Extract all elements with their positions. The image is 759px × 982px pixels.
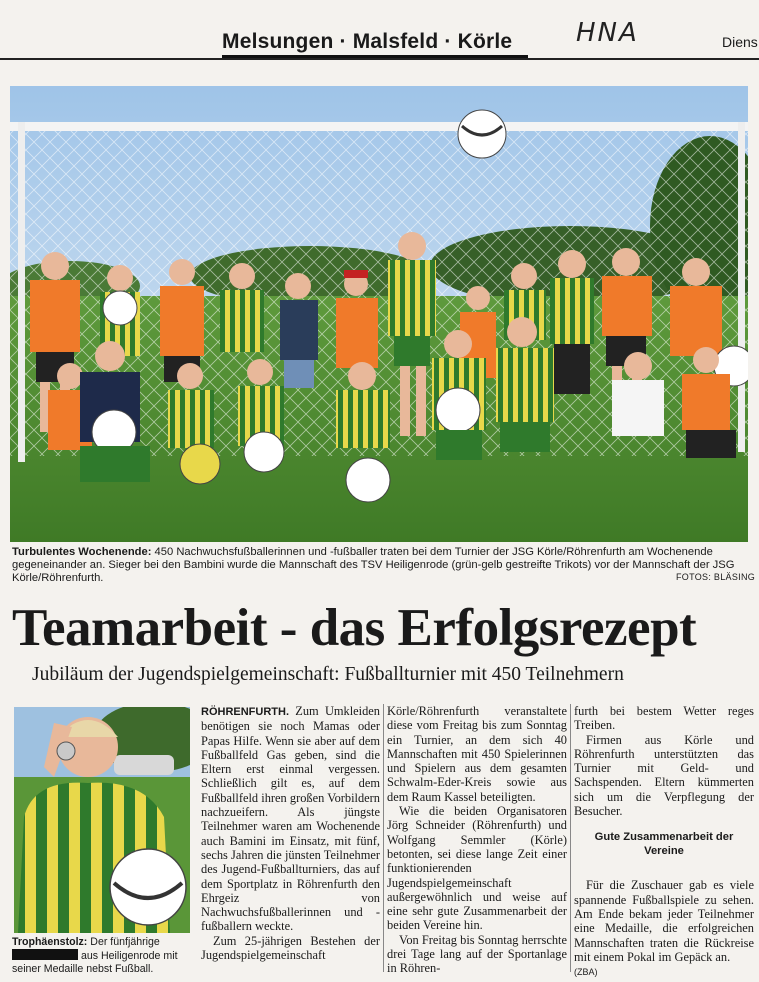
handwritten-note: HNA [576,18,639,48]
child-photo-caption [12,936,192,976]
redacted-name-block [12,949,78,960]
article-column-2 [387,704,567,976]
section-title: Melsungen · Malsfeld · Körle [222,30,513,53]
col3-paragraph-3: Für die Zuschauer gab es viele spannende Fußballspiele zu sehen. Am Ende bekam jeder Teilnehmer eine Medaille, die erfolgreichen Mannschaften traten die Rückreise mit einem Pokal im Gepäck an. [574,878,754,964]
column-divider [383,704,384,972]
intertitle: Gute Zusammenarbeit der Vereine [594,831,734,858]
headline: Teamarbeit - das Erfolgsrezept [12,599,697,657]
author-signature: (ZBA) [574,967,598,978]
header-date-fragment: Diens [722,34,758,50]
small-caption-lead: Trophäenstolz: [12,936,88,948]
article-column-1 [201,704,380,962]
col2-paragraph-1: Körle/Röhrenfurth veranstaltete diese vom Freitag bis zum Sonntag ein Turnier, an dem sich 40 Mannschaften mit 450 Spielerinnen und Spielern aus dem gesamten Schwalm-Eder-Kreis sowie aus dem Raum Kassel beteiligten. [387,704,567,804]
col2-paragraph-2: Wie die beiden Organisatoren Jörg Schneider (Röhrenfurth) und Wolfgang Semmler (Körle) betonten, sei diese lange Zeit einer funktionierenden Jugendspielgemeinschaft außergewöhnlich und weise auf eine sehr gute Zusammenarbeit der beiden Vereine hin. [387,804,567,933]
column-divider [570,704,571,972]
small-caption-text-after: aus Heiligenrode mit seiner Medaille nebst Fußball. [12,950,178,975]
team-photo [10,86,748,542]
col1-paragraph-1: Zum Umkleiden benötigen sie noch Mamas oder Papas Hilfe. Wenn sie aber auf dem Fußballfeld Gas geben, sind die Eltern erst einmal vergessen. Schließlich gilt es, auf dem Fußballfeld ihren großen Vorbildern nachzueifern. Als jüngste Teilnehmer waren am Wochenende auch Bamini im Einsatz, mit fünf, sechs Jahren die jünsten Teilnehmer des Jugend-Fußballturniers, das auf dem Sportplatz in Röhrenfurth den Ehrgeiz von Nachwuchsfußballerinnen und -fußballern weckte. [201,704,380,934]
photo-credit: FOTOS: BLÄSING [676,572,756,582]
col3-paragraph-2: Firmen aus Körle und Röhrenfurth unterstützten das Turnier mit Geld- und Sachspenden. Eltern kümmerten sich um die Verpflegung der Besucher. [574,732,754,819]
small-caption-text-before: Der fünfjährige [87,936,160,948]
caption-text: 450 Nachwuchsfußballerinnen und -fußballer traten bei dem Turnier der JSG Körle/Röhrenfurth am Wochenende gegeneinander an. Sieger bei den Bambini wurde die Mannschaft des TSV Heiligenrode (grün-gelb gestreifte Trikots) vor der Mannschaft der JSG Körle/Röhrenfurth. [12,546,735,584]
subheadline: Jubiläum der Jugendspielgemeinschaft: Fußballturnier mit 450 Teilnehmern [32,664,624,685]
col2-paragraph-3: Von Freitag bis Sonntag herrschte drei Tage lang auf der Sportanlage in Röhren- [387,932,567,976]
child-photo [14,707,190,933]
header-divider [0,58,759,60]
article-column-3 [574,704,754,979]
photo-caption [12,546,750,585]
col1-paragraph-2: Zum 25-jährigen Bestehen der Jugendspielgemeinschaft [201,933,380,963]
caption-lead: Turbulentes Wochenende: [12,546,152,558]
dateline: RÖHRENFURTH. [201,706,289,718]
col3-paragraph-1: furth bei bestem Wetter reges Treiben. [574,704,754,733]
